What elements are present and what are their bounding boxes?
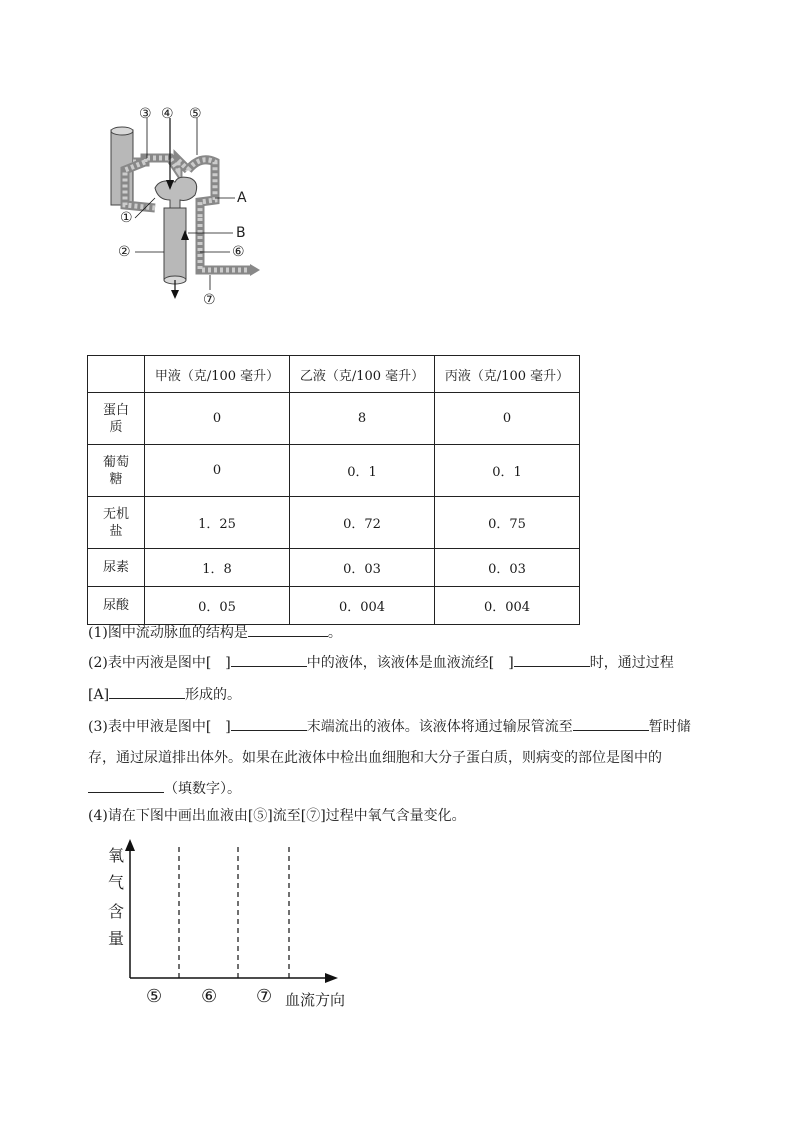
x-mark-7: ⑦ [256, 986, 273, 1007]
table-cell: 0．03 [435, 549, 580, 587]
answer-blank[interactable] [231, 652, 307, 667]
diagram-label-4: ④ [161, 106, 174, 122]
table-cell: 0．004 [435, 587, 580, 625]
x-axis-label: 血流方向 [285, 991, 346, 1009]
question-4: (4)请在下图中画出血液由[⑤]流至[⑦]过程中氧气含量变化。 [88, 808, 466, 824]
y-label-char: 氧 [108, 846, 125, 865]
question-3-line-3: （填数字）。 [88, 778, 241, 799]
table-cell: 0 [435, 393, 580, 445]
answer-blank[interactable] [231, 716, 307, 731]
diagram-label-6: ⑥ [232, 244, 245, 260]
table-cell: 0．03 [290, 549, 435, 587]
question-2-line-2: [A] 形成的。 [88, 684, 241, 705]
table-header-cell: 乙液（克/100 毫升） [290, 356, 435, 393]
y-label-char: 含 [108, 902, 125, 921]
answer-blank[interactable] [573, 716, 649, 731]
table-cell: 0．1 [435, 445, 580, 497]
x-mark-6: ⑥ [201, 986, 218, 1007]
answer-blank[interactable] [109, 684, 185, 699]
table-cell: 0．05 [145, 587, 290, 625]
table-cell: 1．25 [145, 497, 290, 549]
diagram-label-3: ③ [139, 106, 152, 122]
table-cell: 0 [145, 445, 290, 497]
table-header-cell: 丙液（克/100 毫升） [435, 356, 580, 393]
x-axis-arrow [325, 973, 338, 983]
row-label: 尿素 [88, 549, 145, 587]
row-label: 尿酸 [88, 587, 145, 625]
diagram-label-5: ⑤ [189, 106, 202, 122]
diagram-label-1: ① [120, 210, 133, 226]
answer-blank[interactable] [88, 778, 164, 793]
diagram-label-A: A [237, 190, 247, 206]
table-row [88, 497, 580, 549]
diagram-label-7: ⑦ [203, 292, 216, 308]
composition-table [87, 355, 580, 625]
table-cell: 0．72 [290, 497, 435, 549]
question-2-line-1: (2)表中丙液是图中[ ] 中的液体，该液体是血液流经[ ] 时，通过过程 [88, 652, 674, 673]
diagram-label-2: ② [118, 244, 131, 260]
table-row [88, 549, 580, 587]
y-axis-arrow [125, 839, 135, 851]
y-label-char: 量 [108, 929, 125, 948]
table-cell: 0 [145, 393, 290, 445]
row-label: 蛋白 质 [88, 393, 145, 445]
row-label: 无机 盐 [88, 497, 145, 549]
x-mark-5: ⑤ [146, 986, 163, 1007]
table-row [88, 393, 580, 445]
answer-blank[interactable] [248, 622, 328, 637]
question-3-line-2: 存，通过尿道排出体外。如果在此液体中检出血细胞和大分子蛋白质，则病变的部位是图中的 [88, 750, 662, 766]
answer-blank[interactable] [514, 652, 590, 667]
table-header-row [88, 356, 580, 393]
question-3-line-1: (3)表中甲液是图中[ ] 末端流出的液体。该液体将通过输尿管流至 暂时储 [88, 716, 691, 737]
table-header-cell: 甲液（克/100 毫升） [145, 356, 290, 393]
table-cell: 1．8 [145, 549, 290, 587]
row-label: 葡萄 糖 [88, 445, 145, 497]
table-cell: 0．75 [435, 497, 580, 549]
oxygen-graph[interactable] [95, 835, 365, 1015]
table-row [88, 587, 580, 625]
y-label-char: 气 [108, 873, 125, 892]
diagram-label-B: B [236, 225, 246, 241]
question-1: (1)图中流动脉血的结构是 。 [88, 622, 342, 643]
table-row [88, 445, 580, 497]
table-cell: 0．1 [290, 445, 435, 497]
table-header-cell [88, 356, 145, 393]
table-cell: 8 [290, 393, 435, 445]
table-cell: 0．004 [290, 587, 435, 625]
